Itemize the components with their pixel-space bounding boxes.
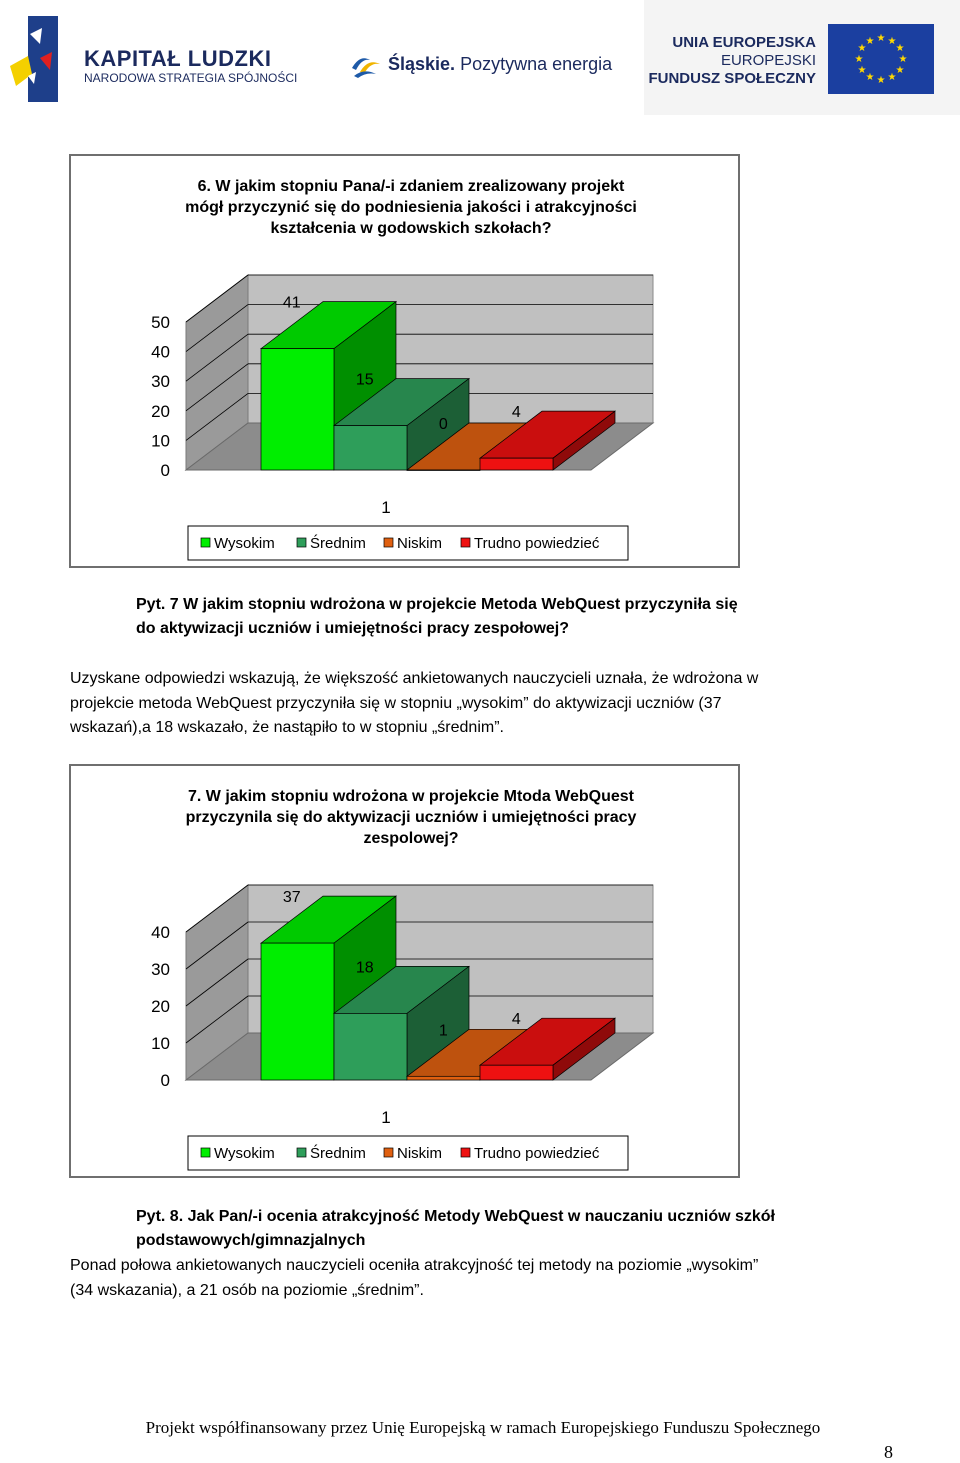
chart-q6 (71, 156, 738, 566)
legend-trudno-swatch (461, 1148, 470, 1157)
slaskie-tagline: Pozytywna energia (460, 54, 613, 74)
q8-title-line-1: Pyt. 8. Jak Pan/-i ocenia atrakcyjność Metody WebQuest w nauczaniu uczniów szkół (136, 1208, 775, 1225)
y-tick-label: 0 (160, 1071, 170, 1090)
chart-title-line: kształcenia w godowskich szkołach? (270, 220, 552, 237)
legend-wysokim-swatch (201, 1148, 210, 1157)
chart-q7 (71, 766, 738, 1176)
q8-title (136, 1205, 936, 1253)
chart-title-line: mógł przyczynić się do podniesienia jakości i atrakcyjności (185, 199, 637, 216)
legend-niskim-label: Niskim (397, 535, 442, 552)
eu-logo-text (640, 34, 816, 88)
eu-line-3: FUNDUSZ SPOŁECZNY (648, 70, 816, 87)
bar-value-label: 15 (355, 371, 374, 389)
svg-text:★: ★ (898, 54, 908, 65)
bar-value-label: 37 (282, 889, 301, 907)
x-category-label: 1 (381, 498, 391, 517)
q7-answer-line-1: Uzyskane odpowiedzi wskazują, że większość ankietowanych nauczycieli uznała, że wdrożona w (70, 670, 759, 687)
legend-srednim-swatch (297, 1148, 306, 1157)
chart-title-line: 7. W jakim stopniu wdrożona w projekcie Mtoda WebQuest (188, 788, 634, 805)
legend-srednim-swatch (297, 538, 306, 547)
legend-trudno-label: Trudno powiedzieć (474, 535, 600, 552)
chart-title-line: przyczynila się do aktywizacji uczniów i umiejętności pracy (185, 809, 637, 826)
legend-niskim-swatch (384, 538, 393, 547)
svg-text:★: ★ (876, 75, 886, 86)
bar-value-label: 4 (511, 1011, 521, 1029)
eu-flag-icon (828, 24, 934, 94)
y-tick-label: 0 (160, 461, 170, 480)
bar-value-label: 0 (438, 416, 448, 433)
svg-text:★: ★ (854, 54, 864, 65)
chart-q6-frame (69, 154, 740, 568)
slaskie-name: Śląskie. (388, 54, 456, 74)
bar-front (480, 1065, 553, 1080)
slaskie-logo-text (388, 54, 612, 75)
q8-title-line-2: podstawowych/gimnazjalnych (136, 1232, 366, 1249)
svg-text:★: ★ (857, 43, 867, 54)
legend-srednim-label: Średnim (310, 535, 366, 552)
y-tick-label: 10 (151, 1034, 170, 1053)
y-tick-label: 20 (151, 401, 170, 421)
page-number: 8 (884, 1442, 893, 1462)
header-bar (0, 0, 960, 115)
q8-answer (70, 1254, 940, 1303)
y-tick-label: 40 (151, 923, 170, 942)
y-tick-label: 30 (151, 372, 170, 392)
footer-text: Projekt współfinansowany przez Unię Europejską w ramach Europejskiego Funduszu Społecznego (145, 1418, 821, 1437)
q8-answer-line-1: Ponad połowa ankietowanych nauczycieli oceniła atrakcyjność tej metody na poziomie „wysokim” (70, 1257, 759, 1274)
legend-trudno-label: Trudno powiedzieć (474, 1145, 600, 1162)
svg-text:★: ★ (895, 43, 905, 54)
bar-front (261, 943, 334, 1080)
legend-niskim-label: Niskim (397, 1145, 442, 1162)
chart-q7-frame (69, 764, 740, 1178)
svg-text:★: ★ (887, 72, 897, 83)
svg-text:★: ★ (876, 33, 886, 44)
legend-trudno-swatch (461, 538, 470, 547)
svg-text:★: ★ (865, 72, 875, 83)
bar-front (261, 349, 334, 470)
q7-title-line-2: do aktywizacji uczniów i umiejętności pracy zespołowej? (136, 620, 569, 637)
svg-text:★: ★ (857, 65, 867, 76)
q7-title (136, 593, 916, 641)
q7-answer-line-3: wskazań),a 18 wskazało, że nastąpiło to w stopniu „średnim”. (70, 719, 504, 736)
legend-srednim-label: Średnim (310, 1145, 366, 1162)
legend-wysokim-swatch (201, 538, 210, 547)
kapital-ludzki-logo-icon (6, 14, 64, 106)
legend-wysokim-label: Wysokim (214, 535, 275, 552)
y-tick-label: 50 (151, 313, 170, 332)
eu-line-1: UNIA EUROPEJSKA (672, 34, 816, 51)
bar-front (480, 458, 553, 470)
q7-answer (70, 667, 930, 741)
slaskie-logo-icon (350, 50, 384, 80)
legend-wysokim-label: Wysokim (214, 1145, 275, 1162)
eu-line-2: EUROPEJSKI (720, 52, 816, 69)
y-tick-label: 40 (151, 342, 170, 362)
bar-front (407, 1076, 480, 1080)
bar-value-label: 41 (282, 294, 301, 312)
svg-text:★: ★ (895, 65, 905, 76)
q8-answer-line-2: (34 wskazania), a 21 osób na poziomie „średnim”. (70, 1281, 424, 1299)
bar-value-label: 4 (511, 404, 521, 422)
bar-front (407, 470, 480, 471)
bar-front (334, 1013, 407, 1080)
legend-niskim-swatch (384, 1148, 393, 1157)
x-category-label: 1 (381, 1108, 391, 1127)
svg-text:★: ★ (865, 36, 875, 47)
y-tick-label: 10 (151, 431, 170, 451)
bar-value-label: 18 (355, 959, 374, 977)
bar-front (334, 426, 407, 470)
kapital-ludzki-title: KAPITAŁ LUDZKI (84, 46, 272, 71)
y-tick-label: 30 (151, 960, 170, 979)
q7-title-line-1: Pyt. 7 W jakim stopniu wdrożona w projekcie Metoda WebQuest przyczyniła się (136, 596, 738, 613)
chart-title-line: zespolowej? (363, 830, 459, 847)
chart-title-line: 6. W jakim stopniu Pana/-i zdaniem zrealizowany projekt (197, 178, 625, 195)
kapital-ludzki-subtitle: NARODOWA STRATEGIA SPÓJNOŚCI (84, 71, 298, 85)
bar-value-label: 1 (438, 1022, 448, 1040)
svg-text:★: ★ (887, 36, 897, 47)
q7-answer-line-2: projekcie metoda WebQuest przyczyniła się w stopniu „wysokim” do aktywizacji uczniów (37 (70, 694, 722, 712)
y-tick-label: 20 (151, 997, 170, 1016)
